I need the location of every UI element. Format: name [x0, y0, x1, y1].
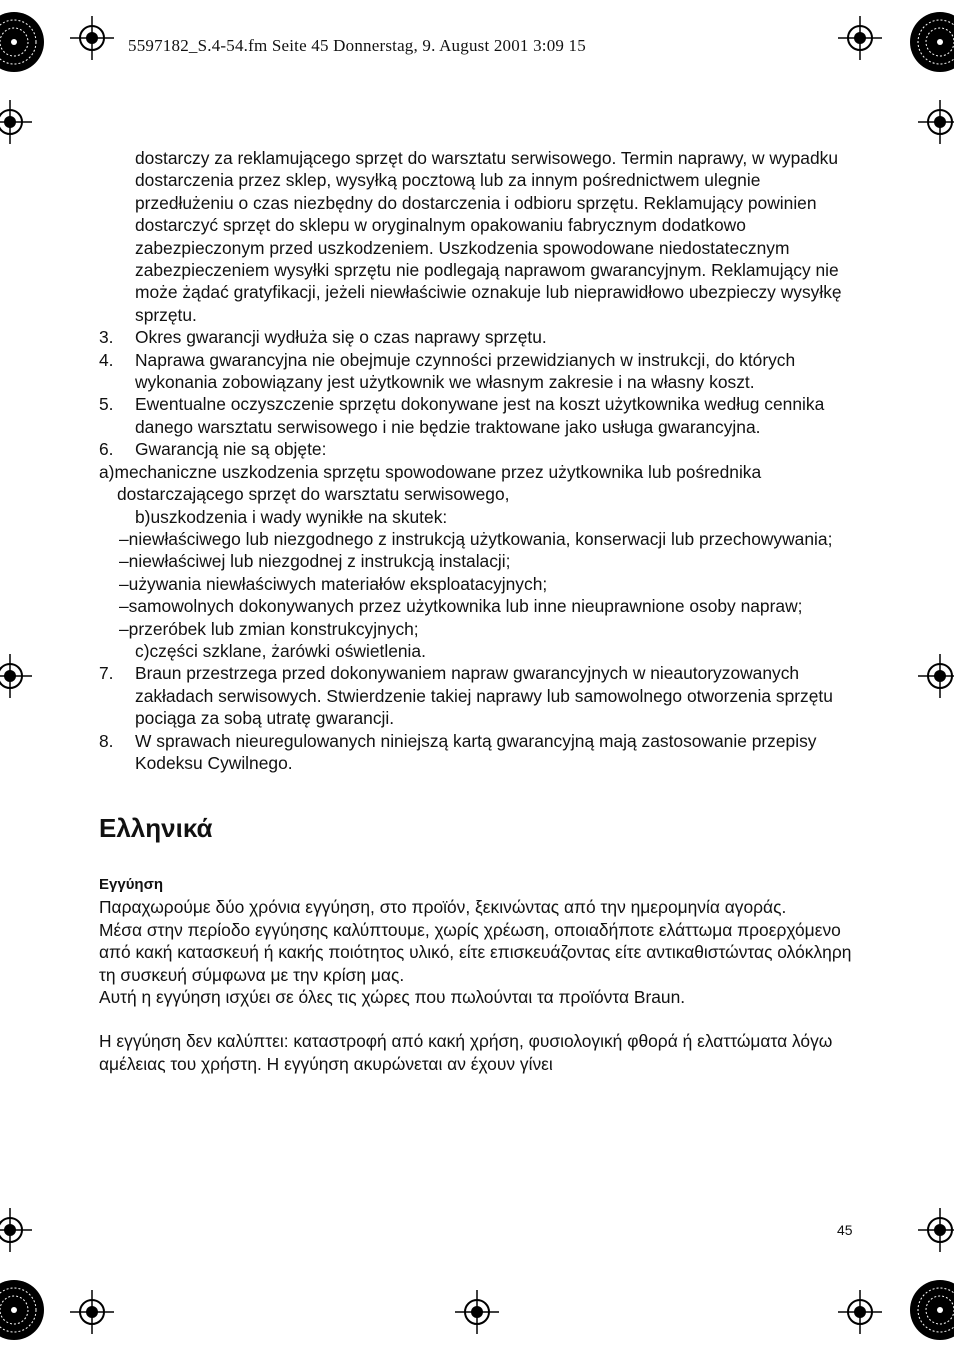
list-item: 5. Ewentualne oczyszczenie sprzętu dokonywane jest na koszt użytkownika według cennika danego warsztatu serwisowego i nie będzie traktowane jako usługa gwarancyjna.: [99, 394, 825, 437]
dash-item: –niewłaściwego lub niezgodnego z instrukcją użytkowania, konserwacji lub przechowywania;: [119, 528, 833, 549]
registration-mark-icon: [918, 100, 954, 144]
registration-mark-icon: [70, 1290, 114, 1334]
dash-item: –samowolnych dokonywanych przez użytkownika lub inne nieuprawnione osoby napraw;: [119, 596, 803, 617]
section-title-greek: Ελληνικά: [99, 813, 213, 844]
registration-mark-icon: [0, 1208, 32, 1252]
print-slug-header: 5597182_S.4-54.fm Seite 45 Donnerstag, 9. August 2001 3:09 15: [128, 36, 586, 55]
greek-paragraph: Παραχωρούμε δύο χρόνια εγγύηση, στο προϊόν, ξεκινώντας από την ημερομηνία αγοράς.: [99, 897, 787, 918]
list-item: 4. Naprawa gwarancyjna nie obejmuje czynności przewidzianych w instrukcji, do których wykonania zobowiązany jest użytkownik we własnym zakresie i na własny koszt.: [99, 349, 796, 393]
sub-item-b: b)uszkodzenia i wady wynikłe na skutek:: [135, 506, 448, 527]
paragraph-gap: [99, 1008, 859, 1030]
list-item: 6. Gwarancją nie są objęte:: [99, 439, 327, 460]
list-item: 7. Braun przestrzega przed dokonywaniem napraw gwarancyjnych w nieautoryzowanych zakładach serwisowych. Stwierdzenie takiej naprawy lub samowolnego otworzenia sprzętu pociąga za sobą utratę gwarancji.: [99, 663, 833, 729]
registration-mark-icon: [918, 654, 954, 698]
dash-item: –używania niewłaściwych materiałów eksploatacyjnych;: [119, 573, 548, 594]
registration-mark-icon: [0, 654, 32, 698]
polish-continuation-paragraph: dostarczy za reklamującego sprzęt do warsztatu serwisowego. Termin naprawy, w wypadku dostarczenia przez sklep, wysyłką pocztową lub za innym pośrednictwem ulegnie przedłużeniu o czas niezbędny do dostarczenia i odbioru sprzętu. Reklamujący powinien dostarczyć sprzęt do sklepu w oryginalnym opakowaniu fabrycznym dodatkowo zabezpieczonym przed uszkodzeniem. Uszkodzenia spowodowane niedostatecznym zabezpieczeniem wysyłki sprzętu nie podlegają naprawom gwarancyjnym. Reklamujący nie może żądać gratyfikacji, jeżeli niewłaściwie oznakuje lub nieprawidłowo ubezpieczy wysyłkę sprzętu.: [135, 148, 842, 325]
dash-item: –przeróbek lub zmian konstrukcyjnych;: [119, 618, 419, 639]
page-number: 45: [837, 1222, 853, 1238]
greek-paragraph: Μέσα στην περίοδο εγγύησης καλύπτουμε, χωρίς χρέωση, οποιαδήποτε ελάττωμα προερχόμενο από κακή κατασκευή ή κακής ποιότητος υλικό, είτε επισκευάζοντας είτε αντικαθιστώντας ολόκληρη τη συσκευή σύμφωνα με την κρίση μας.: [99, 919, 852, 985]
starburst-target-icon: [0, 1278, 46, 1342]
registration-mark-icon: [455, 1290, 499, 1334]
registration-mark-icon: [838, 1290, 882, 1334]
sub-item-a: a)mechaniczne uszkodzenia sprzętu spowodowane przez użytkownika lub pośrednika dostarczającego sprzęt do warsztatu serwisowego,: [99, 461, 762, 505]
starburst-target-icon: [908, 1278, 954, 1342]
page-body: [99, 147, 859, 1075]
greek-paragraph: Η εγγύηση δεν καλύπτει: καταστροφή από κακή χρήση, φυσιολογική φθορά ή ελαττώματα λόγω αμέλειας του χρήστη. Η εγγύηση ακυρώνεται αν έχουν γίνει: [99, 1031, 833, 1074]
sub-item-c: c)części szklane, żarówki oświetlenia.: [135, 640, 426, 661]
registration-mark-icon: [918, 1208, 954, 1252]
registration-mark-icon: [0, 100, 32, 144]
list-item: 3. Okres gwarancji wydłuża się o czas naprawy sprzętu.: [99, 327, 547, 348]
registration-mark-icon: [70, 16, 114, 60]
list-item: 8. W sprawach nieuregulowanych niniejszą kartą gwarancyjną mają zastosowanie przepisy Kodeksu Cywilnego.: [99, 730, 817, 773]
dash-item: –niewłaściwej lub niezgodnej z instrukcją instalacji;: [119, 551, 511, 572]
greek-paragraph: Αυτή η εγγύηση ισχύει σε όλες τις χώρες που πωλούνται τα προϊόντα Braun.: [99, 987, 686, 1007]
starburst-target-icon: [908, 10, 954, 74]
registration-mark-icon: [838, 16, 882, 60]
warranty-heading: Εγγύηση: [99, 876, 164, 894]
starburst-target-icon: [0, 10, 46, 74]
